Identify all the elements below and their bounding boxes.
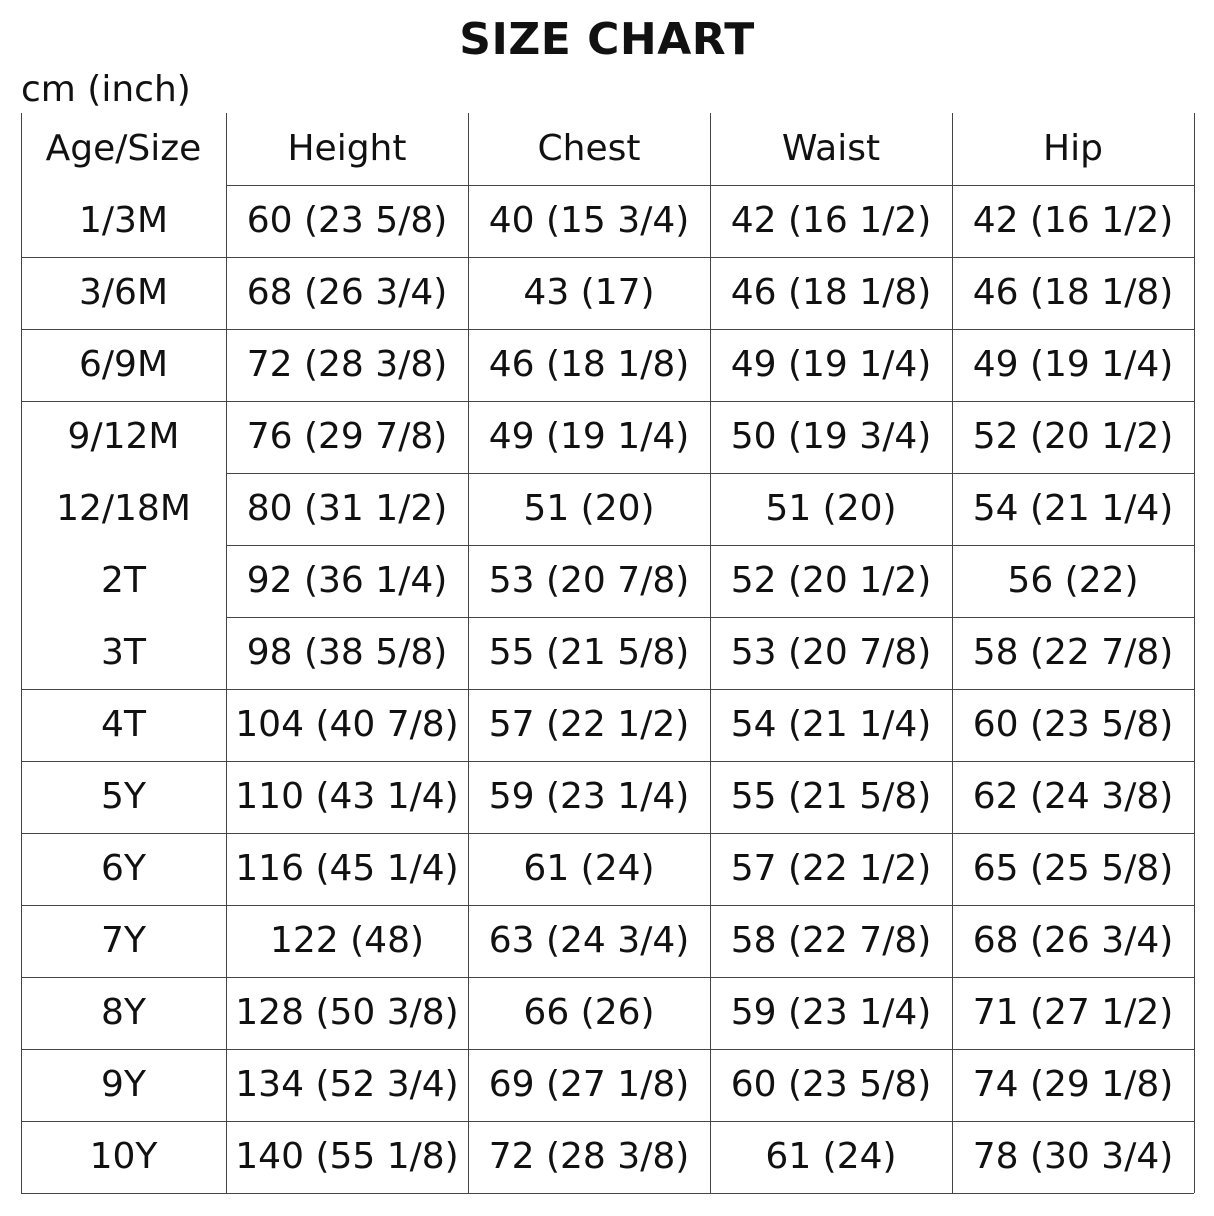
size-label-cell: 6/9M — [79, 344, 168, 385]
column-header: Chest — [537, 128, 641, 169]
measurement-cell: 57 (22 1/2) — [488, 704, 690, 745]
measurement-cell: 61 (24) — [765, 1136, 897, 1177]
measurement-cell: 49 (19 1/4) — [730, 344, 932, 385]
measurement-cell: 46 (18 1/8) — [972, 272, 1174, 313]
measurement-cell: 72 (28 3/8) — [488, 1136, 690, 1177]
page-title: SIZE CHART — [459, 14, 755, 65]
measurement-cell: 40 (15 3/4) — [488, 200, 690, 241]
measurement-cell: 55 (21 5/8) — [488, 632, 690, 673]
measurement-cell: 60 (23 5/8) — [730, 1064, 932, 1105]
measurement-cell: 42 (16 1/2) — [730, 200, 932, 241]
measurement-cell: 53 (20 7/8) — [730, 632, 932, 673]
measurement-cell: 122 (48) — [269, 920, 425, 961]
measurement-cell: 92 (36 1/4) — [246, 560, 448, 601]
measurement-cell: 49 (19 1/4) — [488, 416, 690, 457]
measurement-cell: 58 (22 7/8) — [730, 920, 932, 961]
row-divider — [21, 1193, 1194, 1194]
column-header: Age/Size — [45, 128, 202, 169]
measurement-cell: 51 (20) — [765, 488, 897, 529]
size-label-cell: 4T — [101, 704, 146, 745]
measurement-cell: 50 (19 3/4) — [730, 416, 932, 457]
size-label-cell: 12/18M — [56, 488, 191, 529]
measurement-cell: 68 (26 3/4) — [246, 272, 448, 313]
measurement-cell: 74 (29 1/8) — [972, 1064, 1174, 1105]
measurement-cell: 80 (31 1/2) — [246, 488, 448, 529]
measurement-cell: 134 (52 3/4) — [235, 1064, 459, 1105]
size-label-cell: 1/3M — [79, 200, 168, 241]
size-label-cell: 3/6M — [79, 272, 168, 313]
measurement-cell: 62 (24 3/8) — [972, 776, 1174, 817]
size-label-cell: 7Y — [101, 920, 146, 961]
measurement-cell: 52 (20 1/2) — [972, 416, 1174, 457]
measurement-cell: 76 (29 7/8) — [246, 416, 448, 457]
size-label-cell: 3T — [101, 632, 146, 673]
measurement-cell: 116 (45 1/4) — [235, 848, 459, 889]
measurement-cell: 110 (43 1/4) — [235, 776, 459, 817]
measurement-cell: 63 (24 3/4) — [488, 920, 690, 961]
measurement-cell: 49 (19 1/4) — [972, 344, 1174, 385]
measurement-cell: 53 (20 7/8) — [488, 560, 690, 601]
measurement-cell: 128 (50 3/8) — [235, 992, 459, 1033]
measurement-cell: 56 (22) — [1007, 560, 1139, 601]
measurement-cell: 46 (18 1/8) — [488, 344, 690, 385]
column-header: Waist — [781, 128, 881, 169]
units-label: cm (inch) — [21, 69, 191, 110]
measurement-cell: 54 (21 1/4) — [730, 704, 932, 745]
measurement-cell: 60 (23 5/8) — [972, 704, 1174, 745]
measurement-cell: 43 (17) — [523, 272, 655, 313]
measurement-cell: 57 (22 1/2) — [730, 848, 932, 889]
measurement-cell: 42 (16 1/2) — [972, 200, 1174, 241]
measurement-cell: 65 (25 5/8) — [972, 848, 1174, 889]
size-label-cell: 9Y — [101, 1064, 146, 1105]
measurement-cell: 71 (27 1/2) — [972, 992, 1174, 1033]
measurement-cell: 61 (24) — [523, 848, 655, 889]
column-header: Height — [287, 128, 407, 169]
size-label-cell: 6Y — [101, 848, 146, 889]
measurement-cell: 55 (21 5/8) — [730, 776, 932, 817]
measurement-cell: 98 (38 5/8) — [246, 632, 448, 673]
measurement-cell: 72 (28 3/8) — [246, 344, 448, 385]
measurement-cell: 69 (27 1/8) — [488, 1064, 690, 1105]
measurement-cell: 78 (30 3/4) — [972, 1136, 1174, 1177]
measurement-cell: 60 (23 5/8) — [246, 200, 448, 241]
size-label-cell: 10Y — [89, 1136, 158, 1177]
measurement-cell: 46 (18 1/8) — [730, 272, 932, 313]
measurement-cell: 140 (55 1/8) — [235, 1136, 459, 1177]
column-divider — [1194, 113, 1195, 1193]
measurement-cell: 59 (23 1/4) — [730, 992, 932, 1033]
measurement-cell: 52 (20 1/2) — [730, 560, 932, 601]
column-header: Hip — [1043, 128, 1103, 169]
measurement-cell: 66 (26) — [523, 992, 655, 1033]
measurement-cell: 58 (22 7/8) — [972, 632, 1174, 673]
size-label-cell: 9/12M — [67, 416, 180, 457]
size-label-cell: 5Y — [101, 776, 146, 817]
measurement-cell: 54 (21 1/4) — [972, 488, 1174, 529]
measurement-cell: 68 (26 3/4) — [972, 920, 1174, 961]
size-label-cell: 2T — [101, 560, 146, 601]
size-label-cell: 8Y — [101, 992, 146, 1033]
measurement-cell: 59 (23 1/4) — [488, 776, 690, 817]
measurement-cell: 104 (40 7/8) — [235, 704, 459, 745]
measurement-cell: 51 (20) — [523, 488, 655, 529]
